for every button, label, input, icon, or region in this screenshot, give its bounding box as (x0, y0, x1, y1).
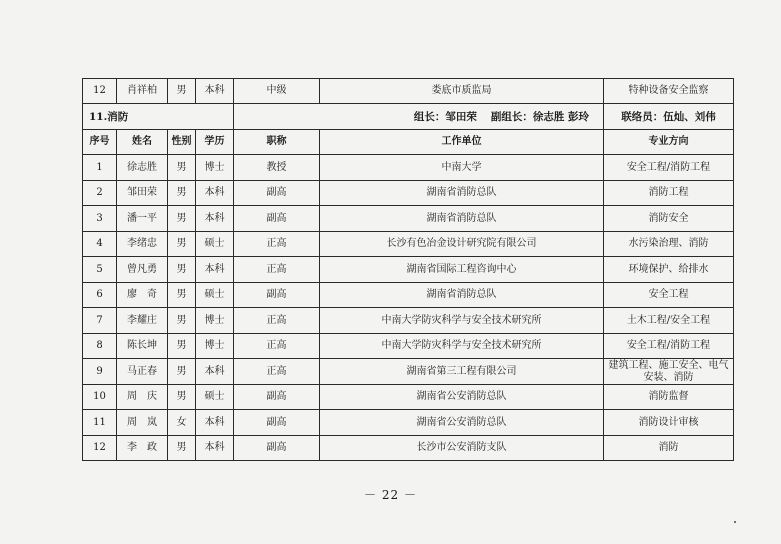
section-deputy: 副组长：徐志胜 彭玲 (490, 110, 589, 123)
cell-major: 安全工程/消防工程 (604, 334, 734, 359)
cell-gender: 男 (168, 257, 196, 283)
cell-education: 本科 (196, 436, 234, 461)
header-major: 专业方向 (604, 130, 734, 155)
cell-no: 12 (83, 79, 117, 104)
table-row (83, 181, 734, 206)
cell-gender: 女 (168, 410, 196, 436)
cell-gender: 男 (168, 385, 196, 410)
cell-gender: 男 (168, 232, 196, 257)
cell-no: 7 (83, 308, 117, 334)
cell-unit: 长沙市公安消防支队 (320, 436, 604, 461)
cell-education: 本科 (196, 206, 234, 232)
cell-title: 副高 (234, 410, 320, 436)
cell-name: 周 岚 (117, 410, 168, 436)
table-row (83, 283, 734, 308)
cell-title: 教授 (234, 155, 320, 181)
cell-title: 副高 (234, 181, 320, 206)
cell-name: 肖祥柏 (117, 79, 168, 104)
section-contact: 联络员：伍灿、刘伟 (604, 104, 734, 130)
cell-no: 6 (83, 283, 117, 308)
cell-name: 马正春 (117, 359, 168, 385)
cell-gender: 男 (168, 359, 196, 385)
cell-unit: 中南大学 (320, 155, 604, 181)
cell-name: 李 政 (117, 436, 168, 461)
section-leaders (234, 104, 604, 130)
cell-no: 12 (83, 436, 117, 461)
cell-title: 副高 (234, 385, 320, 410)
cell-title: 正高 (234, 308, 320, 334)
cell-major: 特种设备安全监察 (604, 79, 734, 104)
table-row (83, 359, 734, 385)
table-row (83, 79, 734, 104)
cell-unit: 湖南省公安消防总队 (320, 410, 604, 436)
section-leader: 组长：邹田荣 (413, 110, 477, 123)
cell-gender: 男 (168, 334, 196, 359)
cell-education: 博士 (196, 155, 234, 181)
cell-no: 2 (83, 181, 117, 206)
cell-education: 本科 (196, 79, 234, 104)
cell-education: 本科 (196, 410, 234, 436)
table-row (83, 155, 734, 181)
cell-name: 徐志胜 (117, 155, 168, 181)
cell-education: 硕士 (196, 232, 234, 257)
cell-unit: 湖南省国际工程咨询中心 (320, 257, 604, 283)
cell-unit: 湖南省消防总队 (320, 181, 604, 206)
cell-unit: 湖南省消防总队 (320, 206, 604, 232)
cell-title: 副高 (234, 206, 320, 232)
cell-name: 曾凡勇 (117, 257, 168, 283)
cell-gender: 男 (168, 181, 196, 206)
expert-roster-table (82, 78, 734, 461)
cell-title: 正高 (234, 359, 320, 385)
cell-education: 本科 (196, 257, 234, 283)
page-number: － 22 － (364, 488, 417, 502)
cell-name: 李耀庄 (117, 308, 168, 334)
cell-title: 副高 (234, 436, 320, 461)
table-row (83, 308, 734, 334)
cell-major: 土木工程/安全工程 (604, 308, 734, 334)
cell-gender: 男 (168, 79, 196, 104)
cell-gender: 男 (168, 308, 196, 334)
cell-no: 1 (83, 155, 117, 181)
cell-unit: 娄底市质监局 (320, 79, 604, 104)
cell-major: 建筑工程、施工安全、电气安装、消防 (604, 359, 734, 385)
cell-unit: 湖南省消防总队 (320, 283, 604, 308)
cell-unit: 中南大学防灾科学与安全技术研究所 (320, 334, 604, 359)
cell-name: 潘一平 (117, 206, 168, 232)
table-row (83, 410, 734, 436)
cell-name: 陈长坤 (117, 334, 168, 359)
section-title: 11.消防 (83, 104, 234, 130)
cell-no: 8 (83, 334, 117, 359)
header-no: 序号 (83, 130, 117, 155)
cell-name: 周 庆 (117, 385, 168, 410)
cell-major: 安全工程 (604, 283, 734, 308)
table-row (83, 385, 734, 410)
header-name: 姓名 (117, 130, 168, 155)
cell-major: 消防 (604, 436, 734, 461)
table-row (83, 257, 734, 283)
cell-unit: 湖南省第三工程有限公司 (320, 359, 604, 385)
cell-no: 10 (83, 385, 117, 410)
cell-education: 博士 (196, 334, 234, 359)
cell-gender: 男 (168, 283, 196, 308)
cell-no: 9 (83, 359, 117, 385)
cell-unit: 湖南省公安消防总队 (320, 385, 604, 410)
cell-major: 消防工程 (604, 181, 734, 206)
header-row (83, 130, 734, 155)
cell-no: 5 (83, 257, 117, 283)
section-row (83, 104, 734, 130)
cell-unit: 中南大学防灾科学与安全技术研究所 (320, 308, 604, 334)
cell-gender: 男 (168, 436, 196, 461)
table-row (83, 206, 734, 232)
cell-major: 环境保护、给排水 (604, 257, 734, 283)
cell-no: 4 (83, 232, 117, 257)
cell-major: 消防监督 (604, 385, 734, 410)
header-gender: 性别 (168, 130, 196, 155)
cell-education: 本科 (196, 359, 234, 385)
cell-education: 硕士 (196, 283, 234, 308)
cell-unit: 长沙有色冶金设计研究院有限公司 (320, 232, 604, 257)
cell-name: 李绪忠 (117, 232, 168, 257)
cell-title: 正高 (234, 334, 320, 359)
cell-no: 3 (83, 206, 117, 232)
header-education: 学历 (196, 130, 234, 155)
cell-title: 正高 (234, 257, 320, 283)
cell-major: 水污染治理、消防 (604, 232, 734, 257)
cell-education: 本科 (196, 181, 234, 206)
cell-gender: 男 (168, 206, 196, 232)
cell-gender: 男 (168, 155, 196, 181)
cell-title: 中级 (234, 79, 320, 104)
header-title: 职称 (234, 130, 320, 155)
cell-major: 消防设计审核 (604, 410, 734, 436)
cell-name: 邹田荣 (117, 181, 168, 206)
scan-speck (734, 521, 736, 523)
table-row (83, 334, 734, 359)
cell-name: 廖 奇 (117, 283, 168, 308)
header-unit: 工作单位 (320, 130, 604, 155)
table-row (83, 436, 734, 461)
cell-no: 11 (83, 410, 117, 436)
cell-education: 博士 (196, 308, 234, 334)
cell-major: 安全工程/消防工程 (604, 155, 734, 181)
cell-title: 副高 (234, 283, 320, 308)
cell-major: 消防安全 (604, 206, 734, 232)
cell-title: 正高 (234, 232, 320, 257)
table-row (83, 232, 734, 257)
cell-education: 硕士 (196, 385, 234, 410)
